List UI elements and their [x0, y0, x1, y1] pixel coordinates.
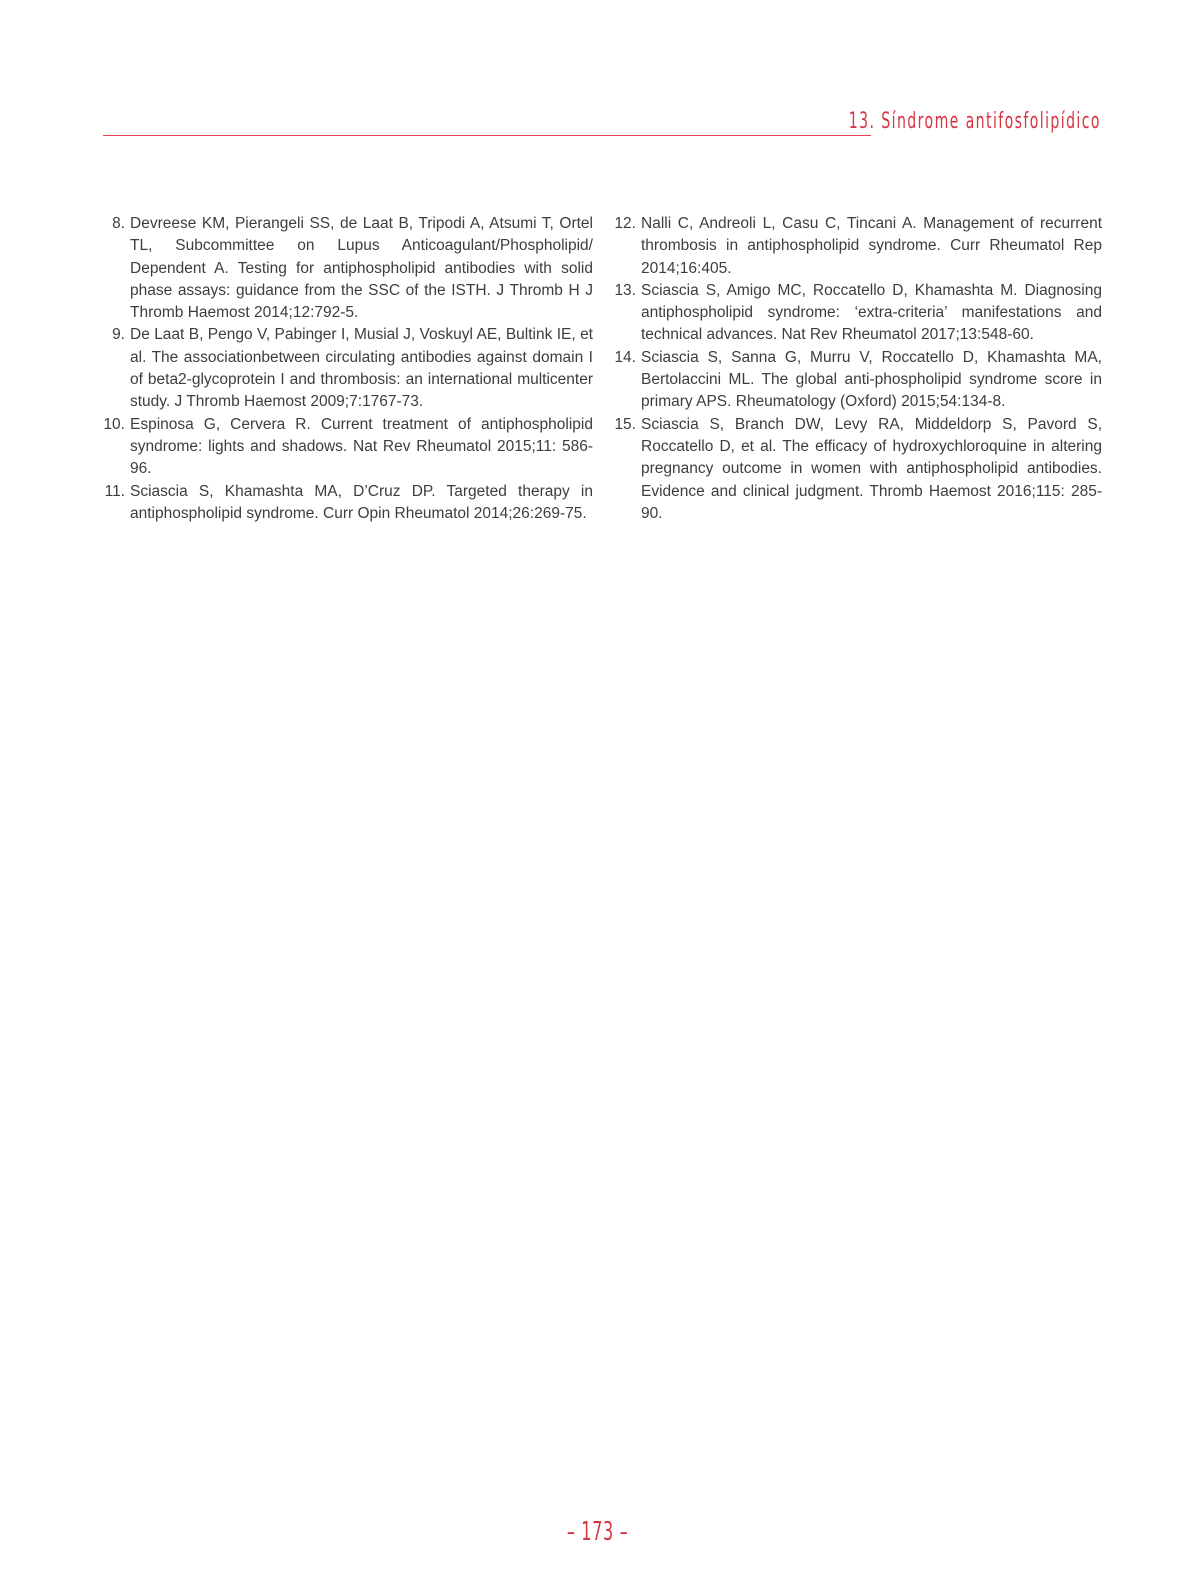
reference-text: Sciascia S, Khamashta MA, D’Cruz DP. Targeted therapy in antiphospholipid syndrome. Curr Opin Rheumatol 2014;26:269-75.	[130, 482, 593, 522]
reference-text: Espinosa G, Cervera R. Current treatment of antiphospholipid syndrome: lights and shadows. Nat Rev Rheumatol 2015;11: 586-96.	[130, 415, 593, 478]
header-rule	[103, 135, 871, 136]
reference-text: De Laat B, Pengo V, Pabinger I, Musial J, Voskuyl AE, Bultink IE, et al. The associationbetween circulating antibodies against domain I of beta2-glycoprotein I and thrombosis: an international multicenter study. J Thromb Haemost 2009;7:1767-73.	[130, 326, 593, 411]
reference-number: 10.	[103, 415, 125, 433]
reference-number: 12.	[614, 215, 636, 232]
reference-number: 9.	[112, 326, 125, 344]
reference-number: 13.	[614, 281, 636, 299]
reference-item-10	[103, 414, 593, 481]
page-number-text: – 173 –	[567, 1517, 629, 1547]
page-number	[0, 1517, 1196, 1547]
reference-item-12	[614, 213, 1102, 280]
reference-text: Devreese KM, Pierangeli SS, de Laat B, Tripodi A, Atsumi T, Ortel TL, Subcommittee on Lupus Anticoagulant/Phospholipid/ Dependent A. Testing for antiphospholipid antibodies with solid phase assays: guidance from the SSC of the ISTH. J Thromb H J Thromb Haemost 2014;12:792-5.	[130, 215, 593, 322]
reference-text: Sciascia S, Branch DW, Levy RA, Middeldorp S, Pavord S, Roccatello D, et al. The efficacy of hydroxychloroquine in altering pregnancy outcome in women with antiphospholipid antibodies. Evidence and clinical judgment. Thromb Haemost 2016;115: 285-90.	[641, 415, 1102, 522]
reference-number: 15.	[614, 415, 636, 433]
reference-column-left	[103, 213, 593, 525]
reference-item-14	[614, 347, 1102, 414]
reference-item-15	[614, 414, 1102, 525]
reference-number: 8.	[112, 215, 125, 232]
reference-item-8	[103, 213, 593, 324]
reference-text: Sciascia S, Amigo MC, Roccatello D, Khamashta M. Diagnosing antiphospholipid syndrome: ‘extra-criteria’ manifestations and technical advances. Nat Rev Rheumatol 2017;13:548-60.	[641, 281, 1102, 344]
reference-item-13	[614, 280, 1102, 347]
reference-text: Sciascia S, Sanna G, Murru V, Roccatello D, Khamashta MA, Bertolaccini ML. The global anti-phospholipid syndrome score in primary APS. Rheumatology (Oxford) 2015;54:134-8.	[641, 348, 1102, 411]
reference-number: 11.	[104, 482, 125, 500]
reference-number: 14.	[614, 348, 636, 366]
chapter-title: 13. Síndrome antifosfolipídico	[848, 109, 1101, 134]
reference-item-11	[103, 481, 593, 526]
reference-item-9	[103, 324, 593, 413]
reference-column-right	[614, 213, 1102, 525]
page-header	[103, 108, 1101, 138]
reference-text: Nalli C, Andreoli L, Casu C, Tincani A. Management of recurrent thrombosis in antiphospholipid syndrome. Curr Rheumatol Rep 2014;16:405.	[641, 215, 1102, 277]
